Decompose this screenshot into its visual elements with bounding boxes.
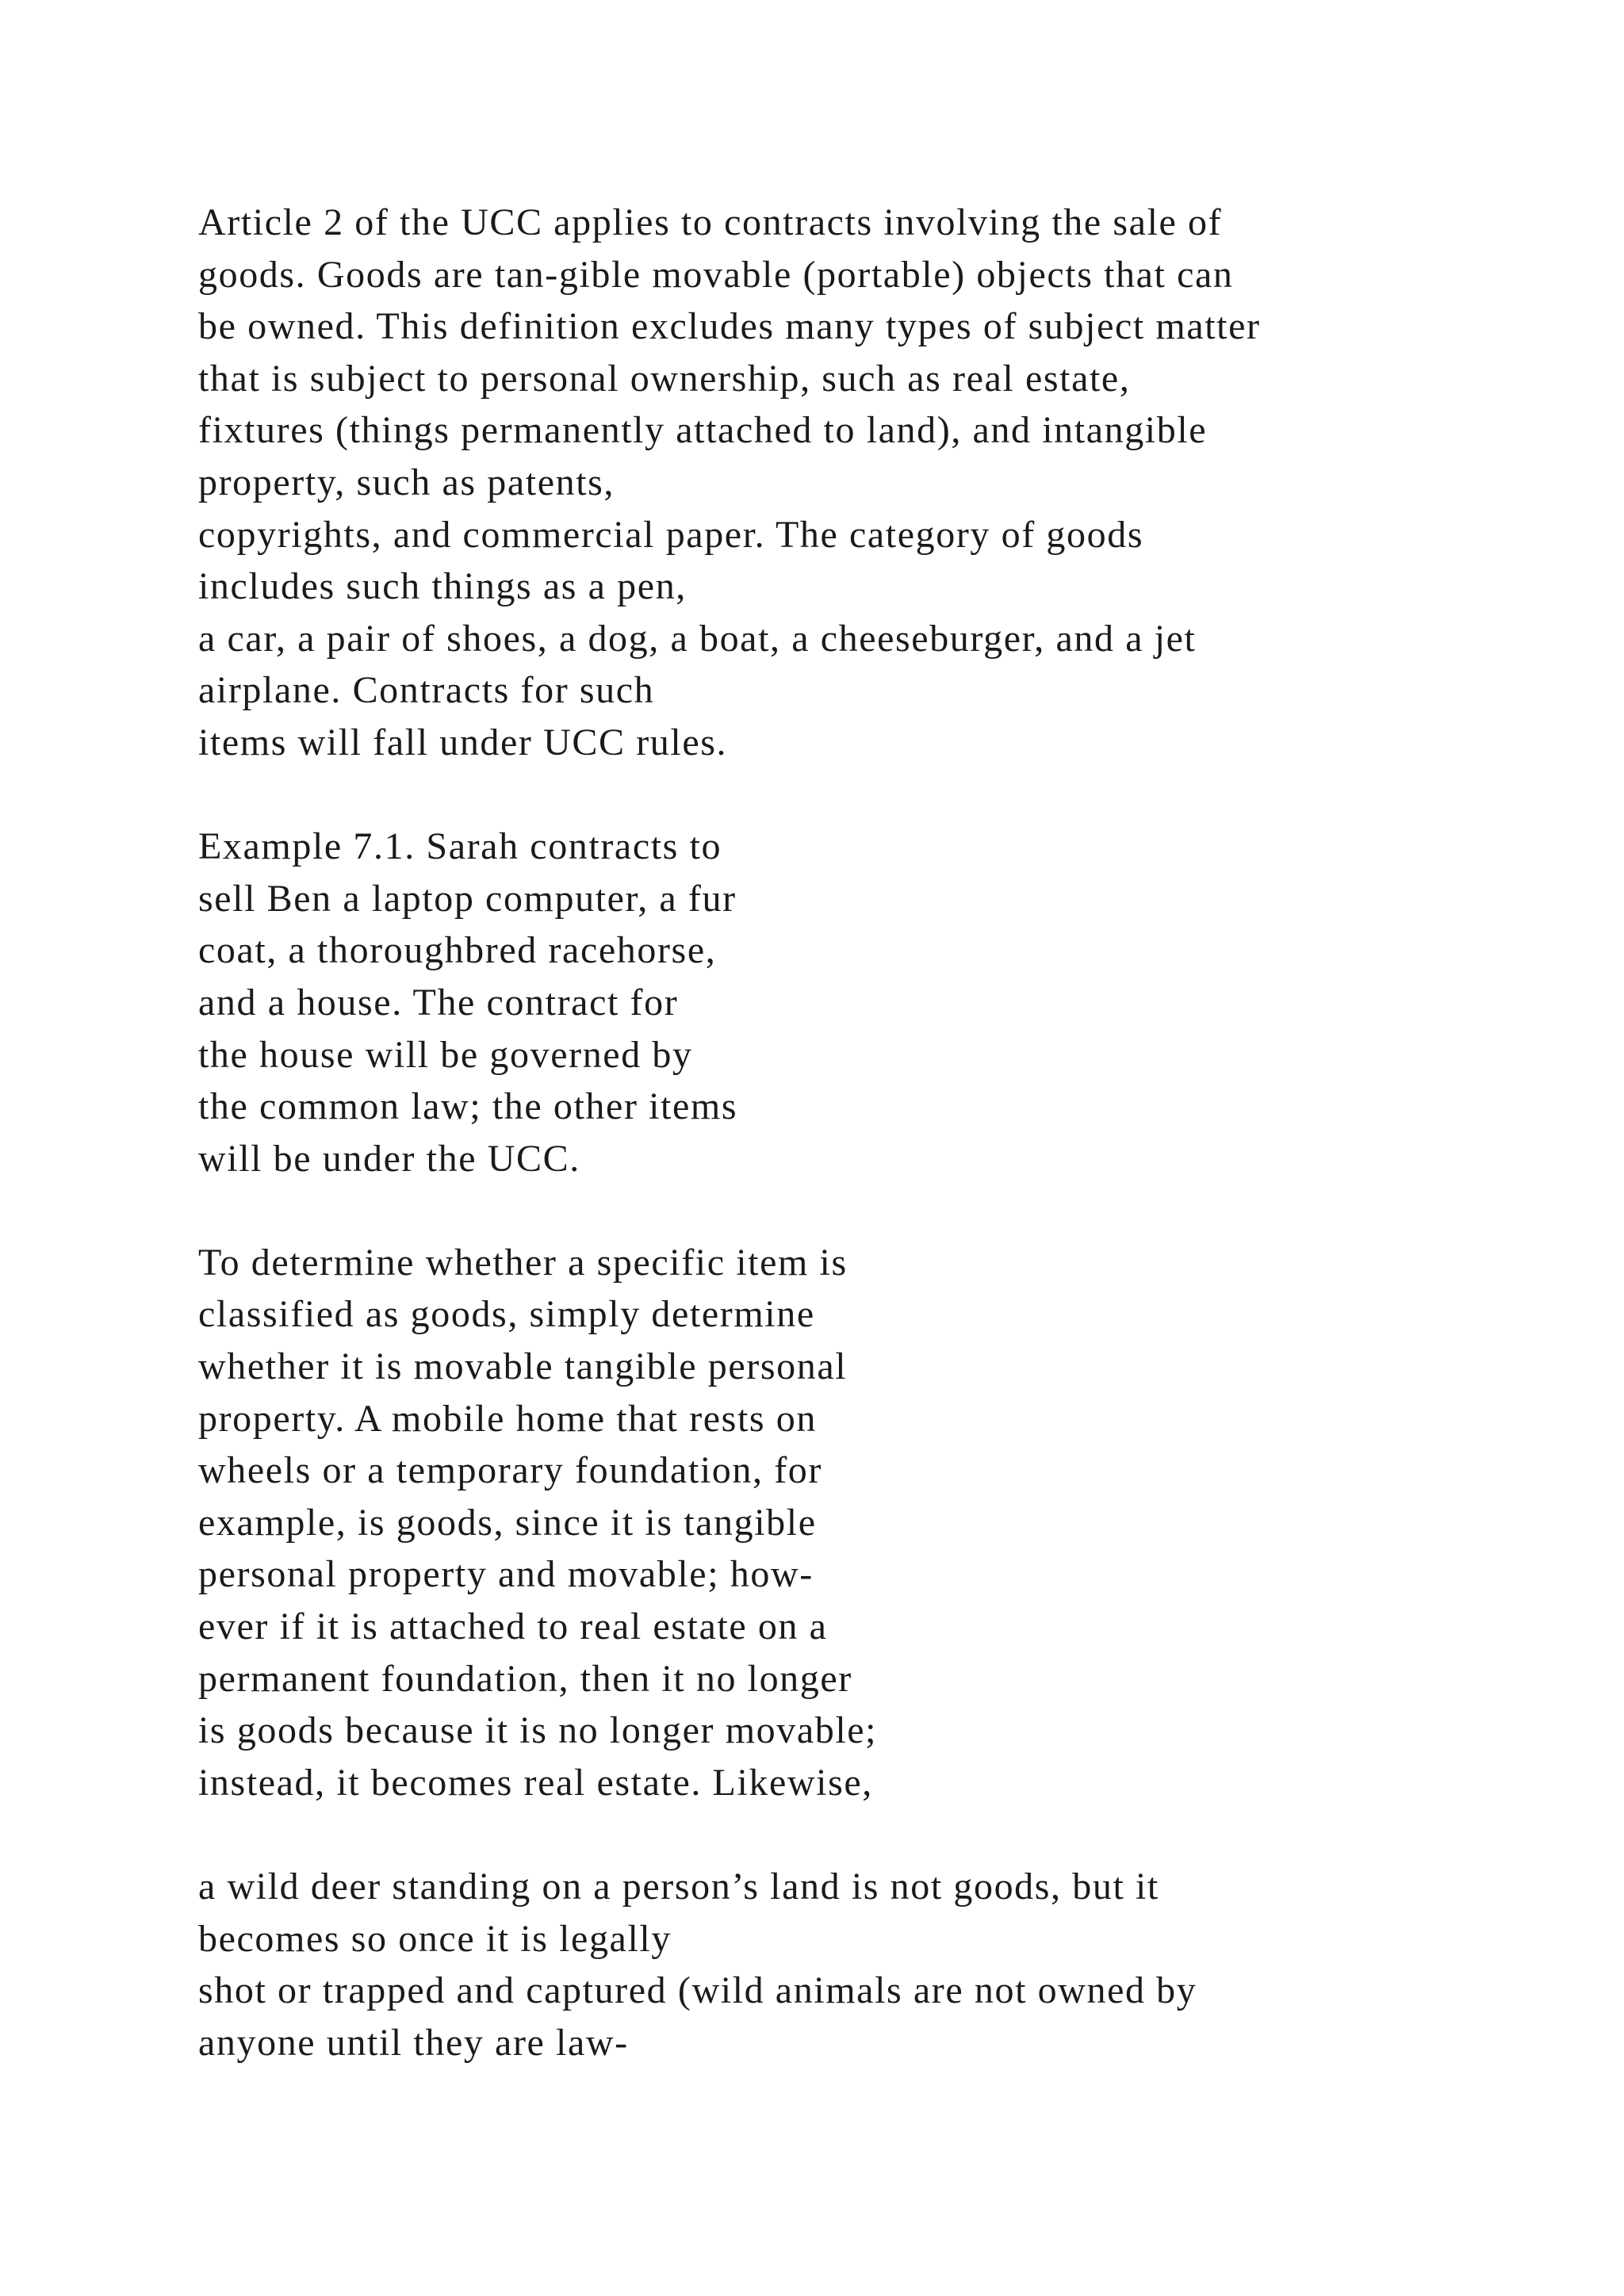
body-text <box>198 197 1562 2068</box>
text-line: that is subject to personal ownership, such as real estate, <box>198 357 1131 400</box>
text-line: coat, a thoroughbred racehorse, <box>198 929 717 972</box>
text-line: airplane. Contracts for such <box>198 669 655 712</box>
text-line: personal property and movable; how- <box>198 1553 814 1596</box>
text-line: wheels or a temporary foundation, for <box>198 1449 822 1492</box>
text-line: shot or trapped and captured (wild animals are not owned by <box>198 1969 1197 2012</box>
text-line: the common law; the other items <box>198 1085 738 1128</box>
text-line: items will fall under UCC rules. <box>198 721 728 763</box>
text-line: property. A mobile home that rests on <box>198 1397 817 1440</box>
blank-line <box>198 769 1562 821</box>
text-line: includes such things as a pen, <box>198 565 687 608</box>
text-line: a car, a pair of shoes, a dog, a boat, a cheeseburger, and a jet <box>198 617 1197 660</box>
text-line: property, such as patents, <box>198 461 615 503</box>
text-line: be owned. This definition excludes many types of subject matter <box>198 305 1261 348</box>
text-line: a wild deer standing on a person’s land is not goods, but it <box>198 1866 1159 1908</box>
text-line: Article 2 of the UCC applies to contracts involving the sale of <box>198 201 1223 243</box>
text-line: instead, it becomes real estate. Likewise, <box>198 1761 873 1804</box>
text-line: classified as goods, simply determine <box>198 1293 815 1336</box>
text-line: To determine whether a specific item is <box>198 1241 848 1284</box>
text-line: the house will be governed by <box>198 1033 693 1076</box>
text-line: sell Ben a laptop computer, a fur <box>198 877 737 920</box>
text-line: fixtures (things permanently attached to land), and intangible <box>198 409 1208 452</box>
text-line: ever if it is attached to real estate on a <box>198 1605 828 1648</box>
blank-line <box>198 1184 1562 1237</box>
text-line: goods. Goods are tan-gible movable (portable) objects that can <box>198 253 1234 296</box>
text-line: becomes so once it is legally <box>198 1917 672 1960</box>
text-line: example, is goods, since it is tangible <box>198 1501 817 1544</box>
text-line: and a house. The contract for <box>198 981 679 1024</box>
blank-line <box>198 1808 1562 1861</box>
text-line: Example 7.1. Sarah contracts to <box>198 825 722 868</box>
text-line: is goods because it is no longer movable; <box>198 1709 878 1752</box>
text-line: copyrights, and commercial paper. The category of goods <box>198 513 1144 556</box>
text-line: whether it is movable tangible personal <box>198 1345 848 1388</box>
text-line: permanent foundation, then it no longer <box>198 1657 852 1700</box>
text-line: will be under the UCC. <box>198 1137 580 1180</box>
text-line: anyone until they are law- <box>198 2021 629 2064</box>
